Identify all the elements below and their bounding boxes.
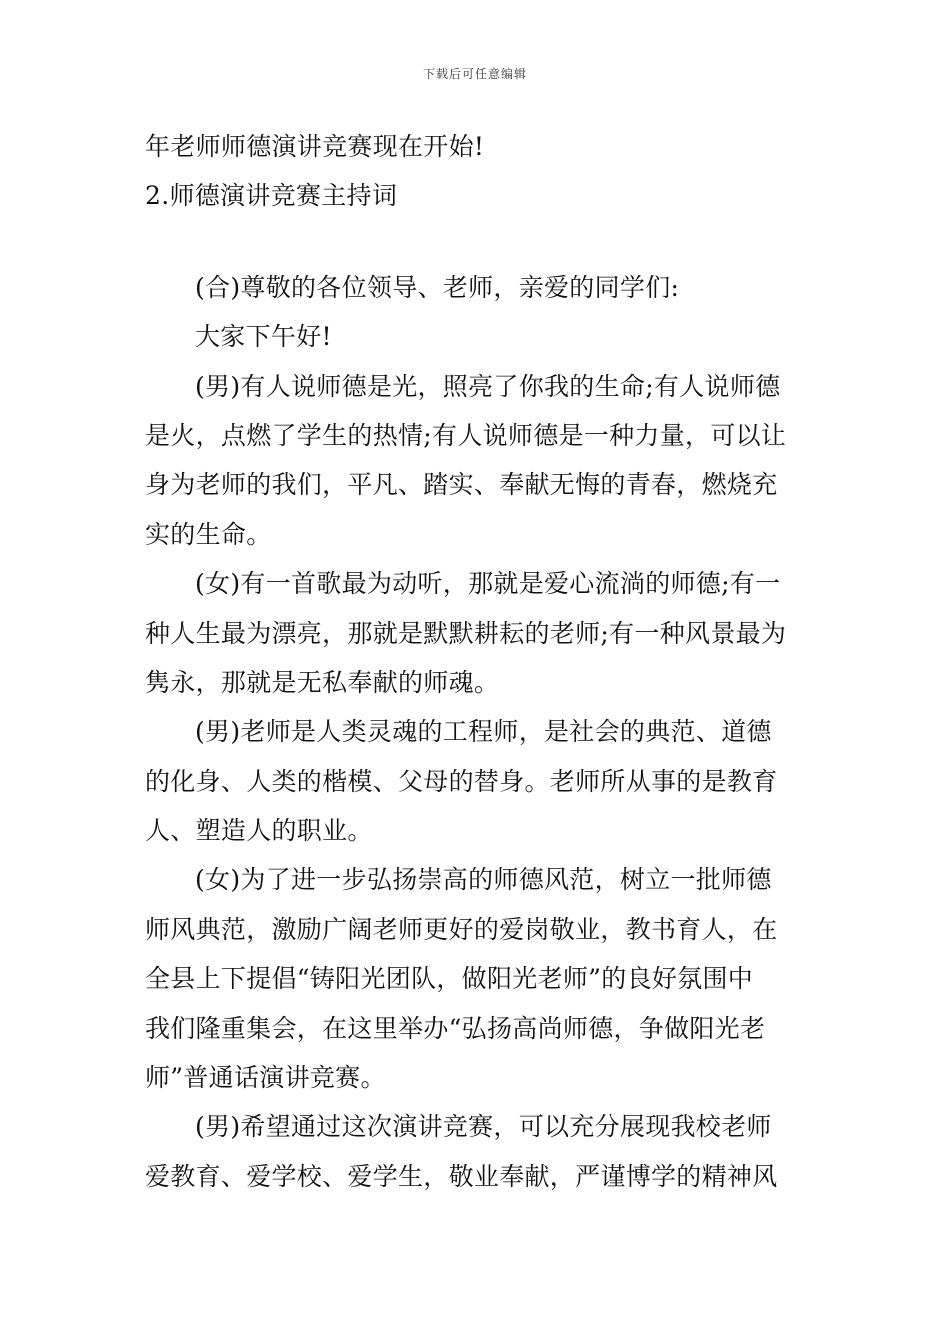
paragraph-line: (男)有人说师德是光，照亮了你我的生命;有人说师德 [195, 371, 781, 401]
section-heading: 2.师德演讲竞赛主持词 [145, 181, 398, 211]
blank-space [145, 221, 810, 263]
paragraph-line: 师”普通话演讲竞赛。 [145, 1063, 386, 1093]
paragraph-line: (男)希望通过这次演讲竞赛，可以充分展现我校老师 [195, 1112, 772, 1142]
paragraph-line: 隽永，那就是无私奉献的师魂。 [145, 667, 500, 697]
paragraph-line: (男)老师是人类灵魂的工程师，是社会的典范、道德 [195, 717, 772, 747]
paragraph-line: 身为老师的我们，平凡、踏实、奉献无悔的青春，燃烧充 [145, 470, 778, 500]
paragraph-line: 实的生命。 [145, 519, 272, 549]
text-line: 年老师师德演讲竞赛现在开始! [145, 132, 485, 161]
paragraph-line: 我们隆重集会，在这里举办“弘扬高尚师德，争做阳光老 [145, 1013, 766, 1043]
paragraph-line: 的化身、人类的楷模、父母的替身。老师所从事的是教育 [145, 766, 778, 796]
paragraph-line: 大家下午好! [195, 322, 332, 352]
header-note: 下载后可任意编辑 [422, 67, 527, 81]
paragraph-line: 种人生最为漂亮，那就是默默耕耘的老师;有一种风景最为 [145, 618, 787, 648]
paragraph-line: (女)有一首歌最为动听，那就是爱心流淌的师德;有一 [195, 569, 781, 599]
paragraph-line: 全县上下提倡“铸阳光团队，做阳光老师”的良好氛围中 [145, 964, 754, 994]
document-body [145, 122, 810, 1201]
paragraph-line: 是火，点燃了学生的热情;有人说师德是一种力量，可以让 [145, 420, 787, 450]
paragraph-line: 师风典范，激励广阔老师更好的爱岗敬业，教书育人，在 [145, 914, 778, 944]
paragraph-line: 人、塑造人的职业。 [145, 816, 373, 846]
paragraph-line: (合)尊敬的各位领导、老师，亲爱的同学们: [195, 272, 680, 302]
paragraph-line: 爱教育、爱学校、爱学生，敬业奉献，严谨博学的精神风 [145, 1161, 778, 1191]
paragraph-line: (女)为了进一步弘扬崇高的师德风范，树立一批师德 [195, 865, 772, 895]
